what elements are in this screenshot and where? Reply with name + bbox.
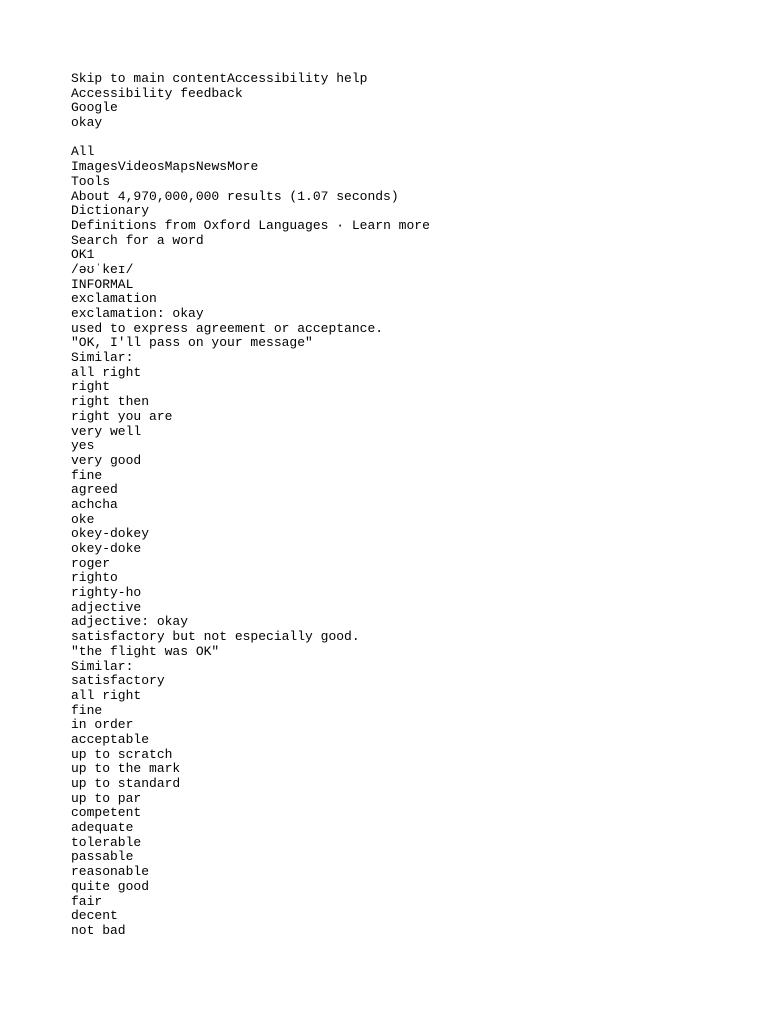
similar-word-link[interactable]: acceptable bbox=[71, 731, 150, 747]
spacer bbox=[71, 131, 751, 146]
tab-more[interactable]: More bbox=[227, 159, 259, 175]
similar-label: Similar: bbox=[71, 658, 134, 674]
part-of-speech: exclamation bbox=[71, 291, 157, 307]
example-sentence: "the flight was OK" bbox=[71, 643, 220, 659]
similar-word-link[interactable]: very well bbox=[71, 423, 142, 439]
similar-word-link[interactable]: agreed bbox=[71, 482, 118, 498]
tools-button[interactable]: Tools bbox=[71, 173, 111, 189]
similar-word-link[interactable]: okey-doke bbox=[71, 541, 142, 556]
part-of-speech: adjective bbox=[71, 599, 142, 615]
nav-tabs-row bbox=[71, 160, 751, 175]
similar-word-link[interactable]: fine bbox=[71, 467, 103, 483]
similar-label: Similar: bbox=[71, 350, 134, 366]
similar-word-link[interactable]: quite good bbox=[71, 878, 150, 894]
similar-word-link[interactable]: righto bbox=[71, 570, 118, 586]
similar-word-link[interactable]: all right bbox=[71, 364, 142, 380]
tab-videos[interactable]: Videos bbox=[117, 159, 165, 175]
accessibility-feedback-link[interactable]: Accessibility feedback bbox=[71, 85, 243, 101]
similar-word-link[interactable]: fair bbox=[71, 893, 103, 909]
dictionary-source-row bbox=[71, 219, 751, 234]
definition: satisfactory but not especially good. bbox=[71, 629, 360, 645]
headword: OK1 bbox=[71, 247, 95, 263]
word-search-input[interactable] bbox=[71, 234, 371, 249]
similar-word-link[interactable]: up to the mark bbox=[71, 761, 181, 777]
part-of-speech-form: exclamation: okay bbox=[71, 306, 204, 321]
similar-word-link[interactable]: righty-ho bbox=[71, 585, 142, 601]
search-query-text[interactable]: okay bbox=[71, 115, 103, 131]
similar-word-link[interactable]: yes bbox=[71, 438, 95, 454]
similar-word-link[interactable]: all right bbox=[71, 687, 142, 703]
similar-word-link[interactable]: up to standard bbox=[71, 776, 181, 791]
tab-all[interactable]: All bbox=[71, 144, 95, 160]
similar-word-link[interactable]: roger bbox=[71, 555, 111, 571]
similar-word-link[interactable]: tolerable bbox=[71, 834, 142, 850]
skip-to-main-content-link[interactable]: Skip to main content bbox=[71, 71, 228, 86]
example-sentence: "OK, I'll pass on your message" bbox=[71, 335, 313, 351]
similar-word-link[interactable]: okey-dokey bbox=[71, 526, 150, 542]
skip-links-row bbox=[71, 72, 751, 87]
similar-word-link[interactable]: adequate bbox=[71, 820, 134, 836]
similar-word-link[interactable]: not bad bbox=[71, 922, 126, 938]
similar-word-link[interactable]: very good bbox=[71, 452, 142, 468]
google-logo-link[interactable]: Google bbox=[71, 100, 118, 116]
dictionary-source: Definitions from Oxford Languages bbox=[71, 217, 329, 233]
source-separator: · bbox=[328, 217, 352, 233]
search-results-page bbox=[71, 72, 751, 939]
similar-word-link[interactable]: right then bbox=[71, 394, 150, 410]
similar-word-link[interactable]: up to scratch bbox=[71, 746, 173, 762]
similar-word-link[interactable]: right bbox=[71, 379, 111, 395]
similar-word-link[interactable]: in order bbox=[71, 717, 134, 733]
tab-maps[interactable]: Maps bbox=[164, 159, 196, 175]
learn-more-link[interactable]: Learn more bbox=[351, 217, 430, 233]
similar-word-link[interactable]: right you are bbox=[71, 408, 173, 424]
definition: used to express agreement or acceptance. bbox=[71, 320, 384, 336]
similar-word-link[interactable]: satisfactory bbox=[71, 673, 165, 689]
part-of-speech-form: adjective: okay bbox=[71, 614, 189, 630]
similar-word-link[interactable]: fine bbox=[71, 702, 103, 718]
similar-word-link[interactable]: achcha bbox=[71, 496, 118, 512]
accessibility-help-link[interactable]: Accessibility help bbox=[227, 71, 368, 86]
pronunciation: /əʊˈkeɪ/ bbox=[71, 261, 134, 277]
similar-word-link[interactable]: decent bbox=[71, 908, 118, 924]
results-stats: About 4,970,000,000 results (1.07 seconds) bbox=[71, 188, 399, 204]
tab-news[interactable]: News bbox=[195, 159, 228, 175]
dictionary-heading: Dictionary bbox=[71, 203, 150, 219]
similar-word-link[interactable]: up to par bbox=[71, 790, 142, 806]
similar-word-link[interactable]: oke bbox=[71, 511, 95, 527]
register-label: INFORMAL bbox=[71, 276, 134, 292]
tab-images[interactable]: Images bbox=[71, 159, 118, 175]
similar-word-link[interactable]: competent bbox=[71, 805, 142, 821]
similar-word-link[interactable]: passable bbox=[71, 849, 134, 865]
similar-word-link[interactable]: reasonable bbox=[71, 864, 150, 880]
